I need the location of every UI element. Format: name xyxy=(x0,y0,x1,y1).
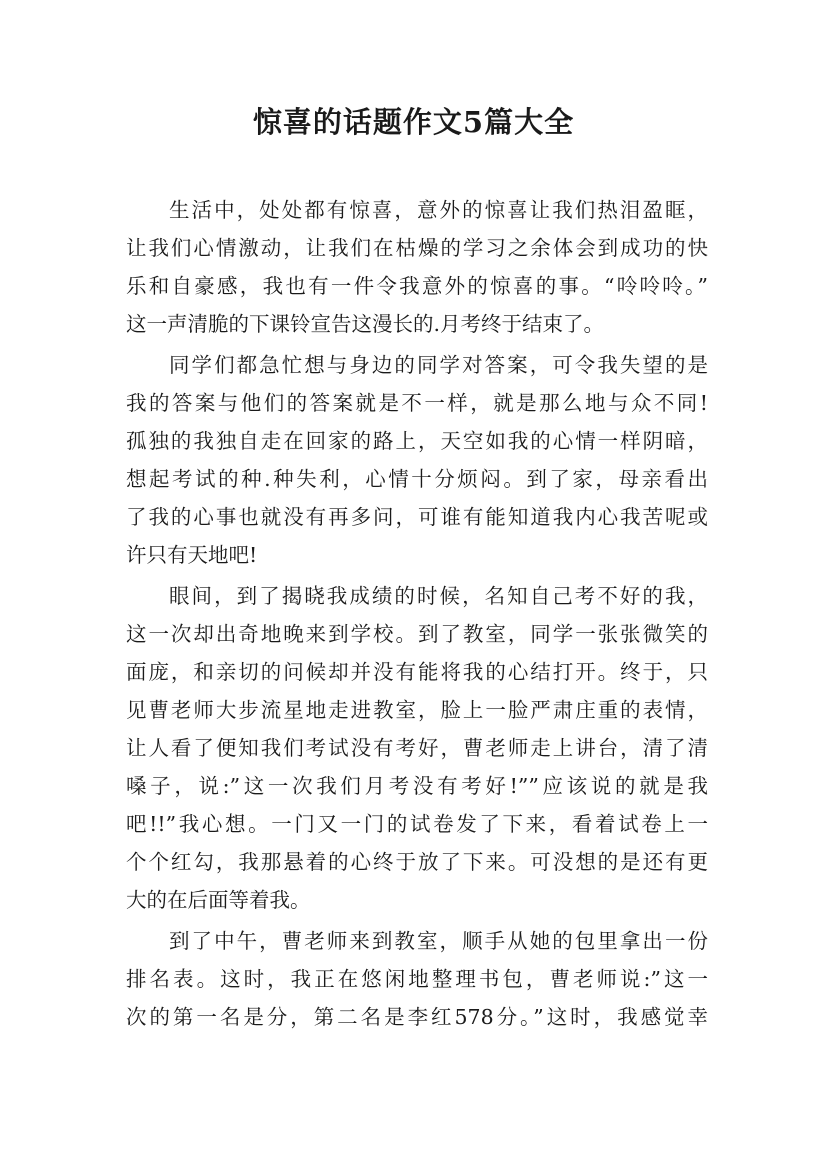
text-line: 我的答案与他们的答案就是不一样，就是那么地与众不同! xyxy=(126,391,708,415)
text-line: 见曹老师大步流星地走进教室，脸上一脸严肃庄重的表情， xyxy=(126,698,708,722)
document-title: 惊喜的话题作文5篇大全 xyxy=(252,105,575,139)
text-line: 吧!!”我心想。一门又一门的试卷发了下来，看着试卷上一 xyxy=(126,812,708,836)
text-line: 许只有天地吧! xyxy=(126,543,258,567)
text-line: 眼间，到了揭晓我成绩的时候，名知自己考不好的我， xyxy=(169,584,708,608)
text-line: 个个红勾，我那悬着的心终于放了下来。可没想的是还有更 xyxy=(126,850,708,874)
text-line: 了我的心事也就没有再多问，可谁有能知道我内心我苦呢或 xyxy=(126,505,708,529)
text-line: 这一次却出奇地晚来到学校。到了教室，同学一张张微笑的 xyxy=(126,622,708,646)
text-line: 想起考试的种.种失利，心情十分烦闷。到了家，母亲看出 xyxy=(126,467,708,491)
text-line: 排名表。这时，我正在悠闲地整理书包，曹老师说:”这一 xyxy=(126,967,708,991)
text-line: 让我们心情激动，让我们在枯燥的学习之余体会到成功的快 xyxy=(126,236,708,260)
text-line: 这一声清脆的下课铃宣告这漫长的.月考终于结束了。 xyxy=(126,312,605,336)
text-line: 面庞，和亲切的问候却并没有能将我的心结打开。终于，只 xyxy=(126,660,708,684)
text-line: 大的在后面等着我。 xyxy=(126,888,311,912)
text-line: 嗓子，说:”这一次我们月考没有考好!””应该说的就是我 xyxy=(126,774,708,798)
text-line: 生活中，处处都有惊喜，意外的惊喜让我们热泪盈眶， xyxy=(169,198,708,222)
text-line: 到了中午，曹老师来到教室，顺手从她的包里拿出一份 xyxy=(169,929,708,953)
text-line: 孤独的我独自走在回家的路上，天空如我的心情一样阴暗， xyxy=(126,429,708,453)
text-line: 同学们都急忙想与身边的同学对答案，可令我失望的是 xyxy=(169,353,708,377)
text-line: 次的第一名是分，第二名是李红578分。”这时，我感觉幸 xyxy=(126,1005,708,1029)
text-line: 让人看了便知我们考试没有考好，曹老师走上讲台，清了清 xyxy=(126,736,708,760)
text-line: 乐和自豪感，我也有一件令我意外的惊喜的事。“呤呤呤。” xyxy=(126,274,708,298)
